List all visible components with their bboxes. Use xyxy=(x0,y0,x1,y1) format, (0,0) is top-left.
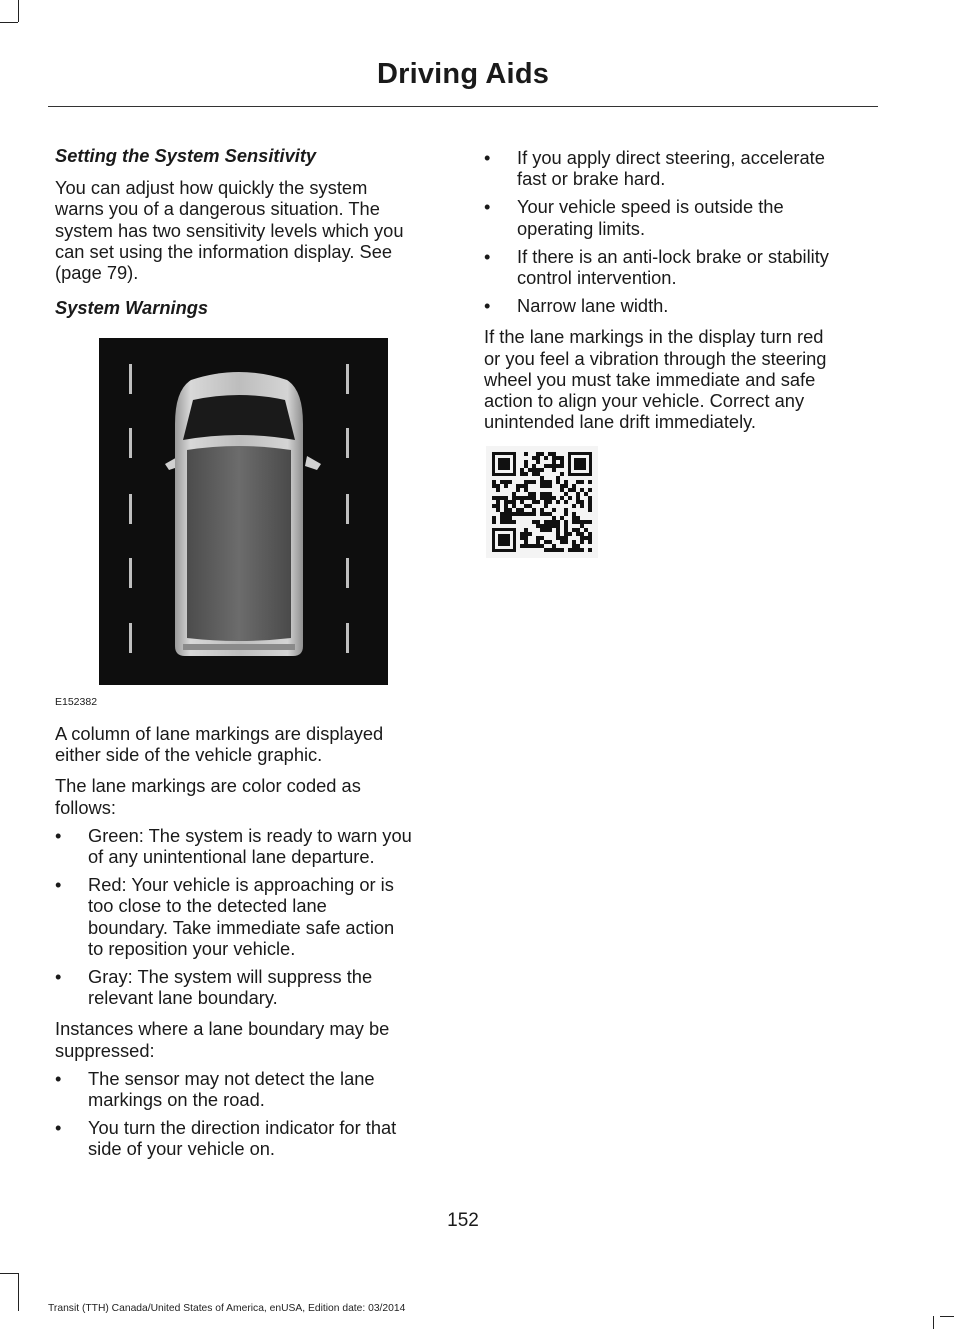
instance-bullet-list xyxy=(55,1068,447,1160)
text-line: The sensor may not detect the lane xyxy=(88,1067,375,1089)
text-line: You can adjust how quickly the system xyxy=(55,177,368,199)
text-line: fast or brake hard. xyxy=(517,168,666,190)
list-item xyxy=(55,966,447,1008)
text-line: Narrow lane width. xyxy=(517,295,669,317)
text-line: boundary. Take immediate safe action xyxy=(88,916,395,938)
header-divider xyxy=(48,106,878,107)
text-line: too close to the detected lane xyxy=(88,895,327,917)
crop-mark xyxy=(0,1273,18,1274)
qr-code xyxy=(486,446,598,558)
text-line: If there is an anti-lock brake or stability xyxy=(517,245,829,267)
color-bullet-list xyxy=(55,825,447,1009)
list-item xyxy=(55,825,447,867)
text-line: Red: Your vehicle is approaching or is xyxy=(88,874,394,896)
list-item xyxy=(484,295,876,316)
heading-sensitivity: Setting the System Sensitivity xyxy=(55,145,317,166)
text-line: relevant lane boundary. xyxy=(88,987,278,1009)
text-line: (page 79). xyxy=(55,262,139,284)
bullet-icon: • xyxy=(55,1117,62,1139)
bullet-icon: • xyxy=(484,295,491,317)
text-line: control intervention. xyxy=(517,267,677,289)
crop-mark xyxy=(933,1316,934,1329)
text-line: warns you of a dangerous situation. The xyxy=(55,198,380,220)
list-item xyxy=(55,874,447,959)
text-line: If the lane markings in the display turn red xyxy=(484,326,824,348)
text-line: operating limits. xyxy=(517,217,646,239)
paragraph-color-coded xyxy=(55,775,447,817)
crop-mark xyxy=(18,1273,19,1311)
bullet-icon: • xyxy=(55,966,62,988)
text-line: wheel you must take immediate and safe xyxy=(484,368,816,390)
page-title: Driving Aids xyxy=(376,58,550,90)
paragraph-sensitivity xyxy=(55,177,447,283)
text-line: Gray: The system will suppress the xyxy=(88,966,373,988)
text-line: system has two sensitivity levels which you xyxy=(55,219,404,241)
left-column xyxy=(55,145,447,318)
heading-warnings: System Warnings xyxy=(55,297,209,319)
crop-mark xyxy=(940,1316,954,1317)
bullet-icon: • xyxy=(55,874,62,896)
page-number: 152 xyxy=(447,1210,479,1231)
bullet-icon: • xyxy=(484,196,491,218)
list-item xyxy=(55,1068,447,1110)
paragraph-instances xyxy=(55,1018,447,1060)
text-line: side of your vehicle on. xyxy=(88,1138,275,1160)
text-line: Green: The system is ready to warn you xyxy=(88,824,412,846)
text-line: suppressed: xyxy=(55,1039,155,1061)
text-line: If you apply direct steering, accelerate xyxy=(517,147,825,168)
text-line: or you feel a vibration through the steering xyxy=(484,347,827,369)
crop-mark xyxy=(18,0,19,22)
bullet-icon: • xyxy=(55,1067,62,1089)
text-line: follows: xyxy=(55,796,116,818)
text-line: to reposition your vehicle. xyxy=(88,937,296,959)
bullet-icon: • xyxy=(484,147,491,168)
lane-keeping-figure xyxy=(99,338,388,685)
text-line: The lane markings are color coded as xyxy=(55,775,361,797)
figure-code: E152382 xyxy=(55,696,98,708)
text-line: can set using the information display. See xyxy=(55,240,393,262)
text-line: either side of the vehicle graphic. xyxy=(55,744,323,766)
vehicle-graphic xyxy=(99,338,388,685)
list-item xyxy=(484,147,876,189)
left-column-lower xyxy=(55,723,447,1160)
text-line: of any unintentional lane departure. xyxy=(88,846,375,868)
bullet-icon: • xyxy=(484,245,491,267)
qr-code-icon xyxy=(486,446,598,558)
text-line: You turn the direction indicator for that xyxy=(88,1117,397,1139)
text-line: action to align your vehicle. Correct any xyxy=(484,390,805,412)
list-item xyxy=(484,246,876,288)
text-line: unintended lane drift immediately. xyxy=(484,411,757,433)
paragraph-lane-column xyxy=(55,723,447,765)
list-item xyxy=(484,196,876,238)
footer-edition: Transit (TTH) Canada/United States of America, enUSA, Edition date: 03/2014 xyxy=(48,1303,406,1314)
right-column xyxy=(484,147,876,432)
crop-mark xyxy=(0,22,18,23)
text-line: Instances where a lane boundary may be xyxy=(55,1018,390,1040)
text-line: Your vehicle speed is outside the xyxy=(517,196,784,218)
text-line: markings on the road. xyxy=(88,1089,265,1111)
bullet-icon: • xyxy=(55,824,62,846)
suppression-bullet-list xyxy=(484,147,876,316)
text-line: A column of lane markings are displayed xyxy=(55,723,384,744)
list-item xyxy=(55,1117,447,1159)
paragraph-lane-markings-red xyxy=(484,326,876,432)
